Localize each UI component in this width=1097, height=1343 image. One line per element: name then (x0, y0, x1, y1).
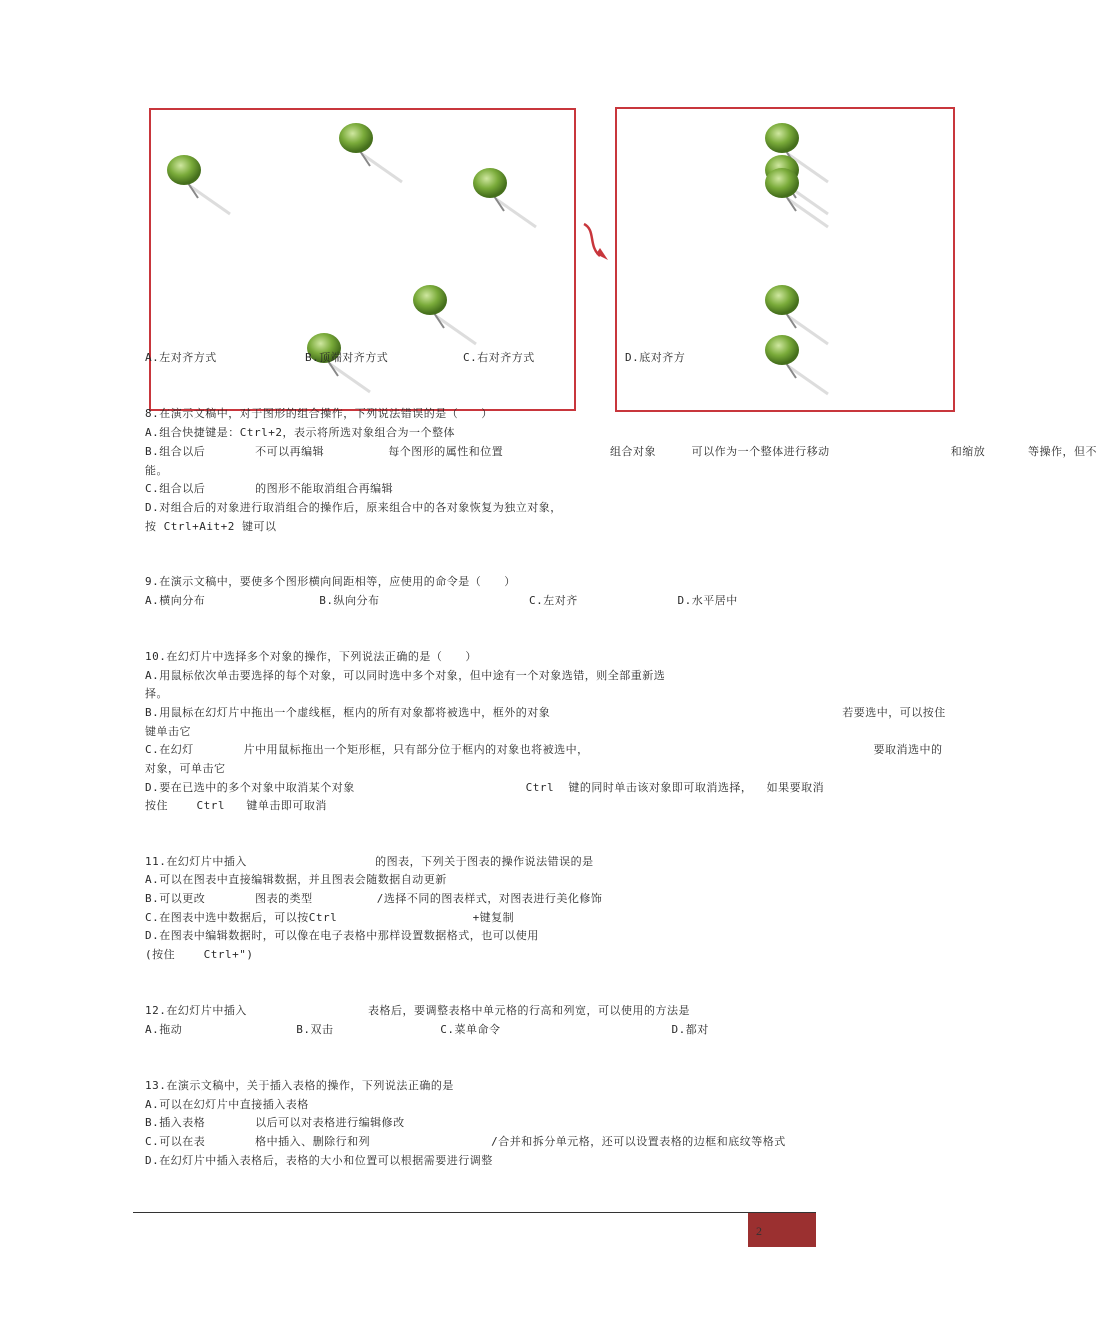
curved-arrow-icon (578, 222, 614, 266)
q8-option-d: D.对组合后的对象进行取消组合的操作后，原来组合中的各对象恢复为独立对象， (145, 501, 562, 514)
q10-option-c-cont: 对象，可单击它 (145, 762, 226, 775)
q11-option-a: A.可以在图表中直接编辑数据，并且图表会随数据自动更新 (145, 873, 447, 886)
q9-stem: 9.在演示文稿中，要使多个图形横向间距相等，应使用的命令是（ ） (145, 575, 516, 588)
push-pin-icon (160, 150, 240, 220)
q8-option-b: B.组合以后 不可以再编辑 每个图形的属性和位置 组合对象 可以作为一个整体进行移动 和缩放 等操作，但不 (145, 445, 1097, 458)
push-pin-icon (758, 330, 838, 400)
q8-stem: 8.在演示文稿中，对于图形的组合操作，下列说法错误的是（ ） (145, 407, 493, 420)
q10-option-d-cont: 按住 Ctrl 键单击即可取消 (145, 799, 327, 812)
q7-option-d: D.底对齐方 (625, 351, 686, 364)
q10-option-c: C.在幻灯 片中用鼠标拖出一个矩形框，只有部分位于框内的对象也将被选中， 要取消选中的 (145, 743, 943, 756)
q7-option-a: A.左对齐方式 (145, 351, 217, 364)
q13-option-c: C.可以在表 格中插入、删除行和列 /合并和拆分单元格，还可以设置表格的边框和底纹等格式 (145, 1135, 786, 1148)
q11-stem: 11.在幻灯片中插入 的图表，下列关于图表的操作说法错误的是 (145, 855, 594, 868)
q11-option-b: B.可以更改 图表的类型 /选择不同的图表样式，对图表进行美化修饰 (145, 892, 603, 905)
q8-option-a: A.组合快捷键是：Ctrl+2，表示将所选对象组合为一个整体 (145, 426, 455, 439)
q10-option-a: A.用鼠标依次单击要选择的每个对象，可以同时选中多个对象，但中途有一个对象选错，则全部重新选 (145, 669, 666, 682)
page-number: 2 (756, 1224, 762, 1238)
q11-option-c: C.在图表中选中数据后，可以按Ctrl +键复制 (145, 911, 515, 924)
q7-option-c: C.右对齐方式 (463, 351, 535, 364)
q11-option-d-cont: (按住 Ctrl+") (145, 948, 254, 961)
q10-option-b: B.用鼠标在幻灯片中拖出一个虚线框，框内的所有对象都将被选中，框外的对象 若要选中，可以按住 (145, 706, 946, 719)
q7-option-b: B.顶端对齐方式 (305, 351, 389, 364)
q13-option-a: A.可以在幻灯片中直接插入表格 (145, 1098, 309, 1111)
q10-option-d: D.要在已选中的多个对象中取消某个对象 Ctrl 键的同时单击该对象即可取消选择， 如果要取消 (145, 781, 825, 794)
q12-stem: 12.在幻灯片中插入 表格后，要调整表格中单元格的行高和列宽，可以使用的方法是 (145, 1004, 690, 1017)
q10-stem: 10.在幻灯片中选择多个对象的操作，下列说法正确的是（ ） (145, 650, 477, 663)
footer-divider (133, 1212, 816, 1213)
q9-options: A.横向分布 B.纵向分布 C.左对齐 D.水平居中 (145, 594, 738, 607)
q10-option-a-cont: 择。 (145, 687, 168, 700)
q13-option-b: B.插入表格 以后可以对表格进行编辑修改 (145, 1116, 405, 1129)
q11-option-d: D.在图表中编辑数据时，可以像在电子表格中那样设置数据格式，也可以使用 (145, 929, 539, 942)
push-pin-icon (466, 163, 546, 233)
q12-options: A.拖动 B.双击 C.菜单命令 D.都对 (145, 1023, 709, 1036)
q13-option-d: D.在幻灯片中插入表格后，表格的大小和位置可以根据需要进行调整 (145, 1154, 493, 1167)
q8-option-c: C.组合以后 的图形不能取消组合再编辑 (145, 482, 394, 495)
q13-stem: 13.在演示文稿中，关于插入表格的操作，下列说法正确的是 (145, 1079, 454, 1092)
push-pin-icon (332, 118, 412, 188)
push-pin-icon (758, 163, 838, 233)
push-pin-icon (406, 280, 486, 350)
q8-option-d-cont: 按 Ctrl+Ait+2 键可以 (145, 520, 277, 533)
q8-option-b-cont: 能。 (145, 464, 168, 477)
q10-option-b-cont: 键单击它 (145, 725, 191, 738)
